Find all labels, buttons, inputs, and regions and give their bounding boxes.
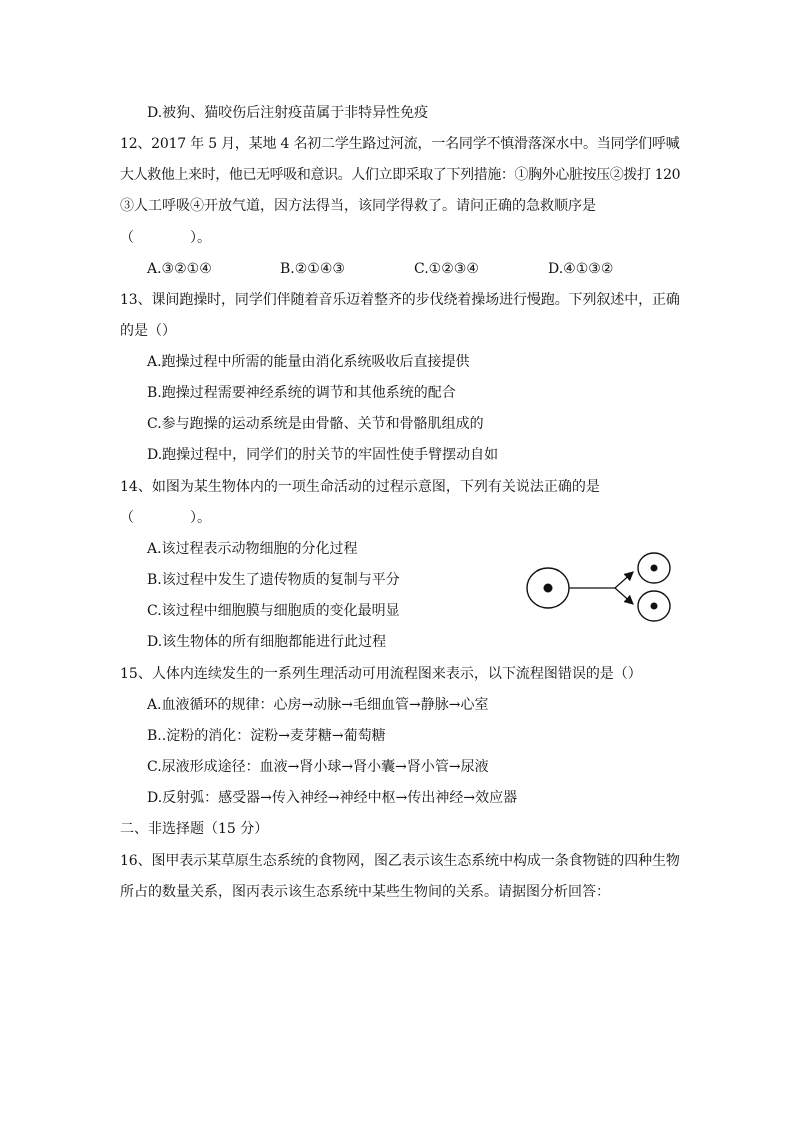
q15-option-b: B..淀粉的消化：淀粉→麦芽糖→葡萄糖 — [147, 728, 386, 744]
q15-option-a: A.血液循环的规律：心房→动脉→毛细血管→静脉→心室 — [147, 697, 489, 713]
q16-stem-line-1: 16、图甲表示某草原生态系统的食物网，图乙表示该生态系统中构成一条食物链的四种生物 — [120, 853, 680, 869]
q13-option-b: B.跑操过程需要神经系统的调节和其他系统的配合 — [147, 385, 456, 401]
q12-option-c: C.①②③④ — [414, 261, 479, 277]
q14-stem-line-1: 14、如图为某生物体内的一项生命活动的过程示意图，下列有关说法正确的是 — [120, 479, 600, 495]
q13-stem-line-1: 13、课间跑操时，同学们伴随着音乐迈着整齐的步伐绕着操场进行慢跑。下列叙述中，正确 — [120, 292, 680, 308]
q12-option-b: B.②①④③ — [280, 261, 345, 277]
section-2-heading: 二、非选择题（15 分） — [120, 821, 269, 837]
q13-option-c: C.参与跑操的运动系统是由骨骼、关节和骨骼肌组成的 — [147, 416, 484, 432]
parent-nucleus — [544, 584, 553, 593]
q13-option-a: A.跑操过程中所需的能量由消化系统吸收后直接提供 — [147, 354, 470, 370]
q14-option-a: A.该过程表示动物细胞的分化过程 — [147, 541, 358, 557]
q14-option-d: D.该生物体的所有细胞都能进行此过程 — [147, 634, 387, 650]
q13-stem-line-2: 的是（） — [120, 323, 176, 339]
q14-option-c: C.该过程中细胞膜与细胞质的变化最明显 — [147, 603, 400, 619]
q12-option-a: A.③②①④ — [147, 261, 212, 277]
q15-option-c: C.尿液形成途径：血液→肾小球→肾小囊→肾小管→尿液 — [147, 759, 489, 775]
daughter-nucleus-upper — [651, 565, 658, 572]
q12-stem-line-2: 大人救他上来时，他已无呼吸和意识。人们立即采取了下列措施：①胸外心脏按压②拨打 120 — [120, 167, 681, 183]
arrow-to-upper-cell — [615, 572, 633, 588]
q12-stem-line-4: （ ）。 — [120, 230, 211, 246]
q16-stem-line-2: 所占的数量关系，图丙表示该生态系统中某些生物间的关系。请据图分析回答： — [120, 884, 610, 900]
q14-option-b: B.该过程中发生了遗传物质的复制与平分 — [147, 572, 400, 588]
q12-stem-line-1: 12、2017 年 5 月，某地 4 名初二学生路过河流，一名同学不慎滑落深水中。当同学们呼喊 — [120, 136, 680, 152]
q15-stem: 15、人体内连续发生的一系列生理活动可用流程图来表示，以下流程图错误的是（） — [120, 666, 642, 682]
daughter-nucleus-lower — [651, 603, 658, 610]
cell-division-diagram — [520, 548, 680, 628]
q13-option-d: D.跑操过程中，同学们的肘关节的牢固性使手臂摆动自如 — [147, 447, 499, 463]
q14-stem-line-2: （ ）。 — [120, 510, 211, 526]
q12-stem-line-3: ③人工呼吸④开放气道，因方法得当，该同学得救了。请问正确的急救顺序是 — [120, 198, 596, 214]
q15-option-d: D.反射弧：感受器→传入神经→神经中枢→传出神经→效应器 — [147, 790, 518, 806]
q11-option-d: D.被狗、猫咬伤后注射疫苗属于非特异性免疫 — [147, 105, 429, 121]
q12-option-d: D.④①③② — [548, 261, 614, 277]
arrow-to-lower-cell — [615, 588, 633, 604]
